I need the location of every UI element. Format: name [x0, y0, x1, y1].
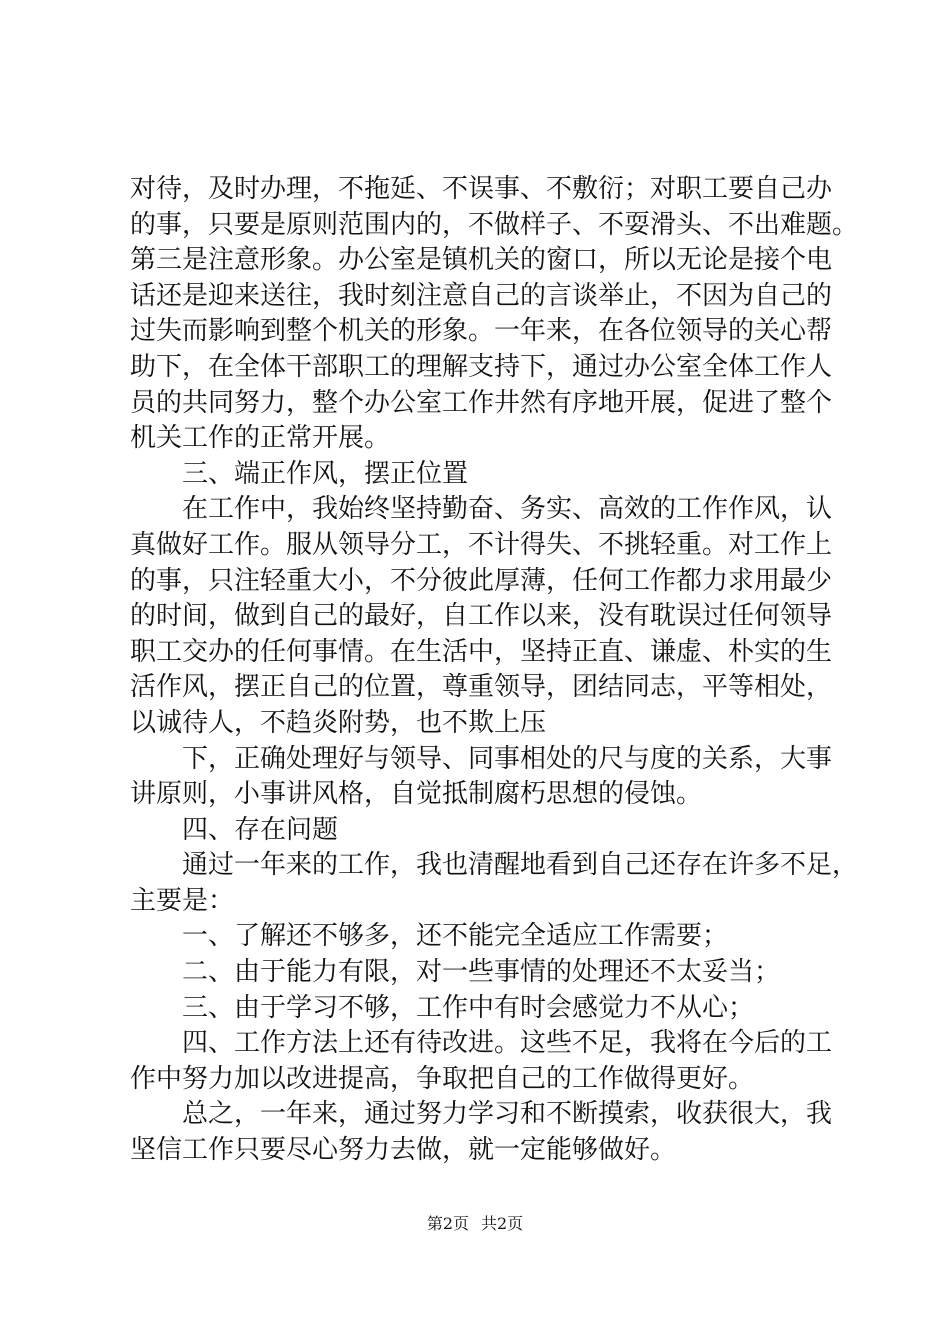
list-item: 一、了解还不够多，还不能完全适应工作需要； [182, 921, 729, 952]
text-line: 作中努力加以改进提高，争取把自己的工作做得更好。 [130, 1063, 755, 1094]
text-line: 对待，及时办理，不拖延、不误事、不敷衍；对职工要自己办 [130, 174, 833, 204]
list-item: 二、由于能力有限，对一些事情的处理还不太妥当； [182, 957, 781, 988]
text-line: 通过一年来的工作，我也清醒地看到自己还存在许多不足， [182, 850, 859, 881]
document-body [130, 172, 859, 1169]
text-line: 下，正确处理好与领导、同事相处的尺与度的关系，大事 [182, 743, 833, 774]
page-number-current: 第2页 [426, 1214, 469, 1233]
text-line: 在工作中，我始终坚持勤奋、务实、高效的工作作风，认 [182, 494, 833, 525]
text-line: 第三是注意形象。办公室是镇机关的窗口，所以无论是接个电 [130, 245, 833, 276]
text-line: 真做好工作。服从领导分工，不计得失、不挑轻重。对工作上 [130, 529, 833, 560]
text-line: 坚信工作只要尽心努力去做，就一定能够做好。 [130, 1135, 677, 1166]
text-line: 的事，只注轻重大小，不分彼此厚薄，任何工作都力求用最少 [130, 565, 833, 596]
section-heading: 三、端正作风，摆正位置 [182, 458, 469, 489]
text-line: 过失而影响到整个机关的形象。一年来，在各位领导的关心帮 [130, 316, 833, 347]
text-line: 话还是迎来送往，我时刻注意自己的言谈举止，不因为自己的 [130, 280, 833, 311]
text-line: 的事，只要是原则范围内的，不做样子、不耍滑头、不出难题。 [130, 209, 859, 240]
page-footer [0, 1214, 950, 1234]
text-line: 员的共同努力，整个办公室工作井然有序地开展，促进了整个 [130, 387, 833, 418]
text-line: 活作风，摆正自己的位置，尊重领导，团结同志，平等相处， [130, 672, 833, 703]
text-line: 职工交办的任何事情。在生活中，坚持正直、谦虚、朴实的生 [130, 636, 833, 667]
text-line: 机关工作的正常开展。 [130, 423, 391, 454]
list-item: 三、由于学习不够，工作中有时会感觉力不从心； [182, 992, 755, 1023]
page-number-total: 共2页 [481, 1214, 524, 1233]
list-item: 四、工作方法上还有待改进。这些不足，我将在今后的工 [182, 1028, 833, 1059]
text-line: 助下，在全体干部职工的理解支持下，通过办公室全体工作人 [130, 351, 833, 382]
text-line: 讲原则，小事讲风格，自觉抵制腐朽思想的侵蚀。 [130, 779, 703, 810]
text-line: 主要是： [130, 885, 235, 916]
text-line: 的时间，做到自己的最好，自工作以来，没有耽误过任何领导 [130, 601, 833, 632]
text-line: 以诚待人，不趋炎附势，也不欺上压 [130, 707, 547, 738]
text-line: 总之，一年来，通过努力学习和不断摸索，收获很大，我 [182, 1099, 833, 1130]
section-heading: 四、存在问题 [182, 814, 339, 845]
